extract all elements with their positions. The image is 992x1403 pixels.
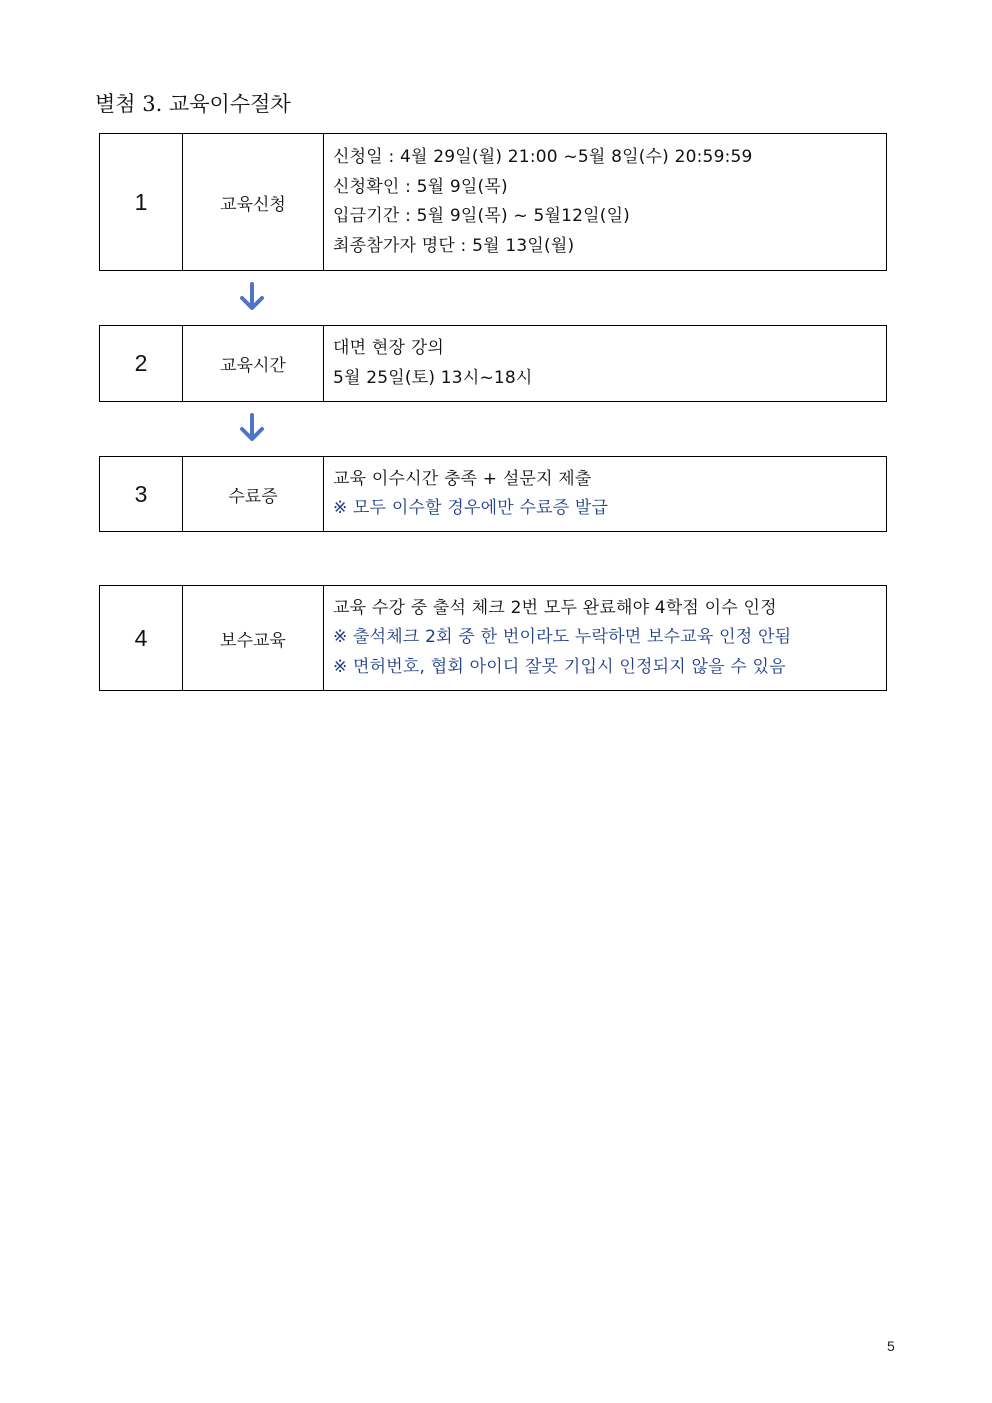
step-1-row bbox=[99, 133, 887, 271]
step-number: 2 bbox=[100, 326, 183, 401]
description-line: 5월 25일(토) 13시~18시 bbox=[333, 367, 533, 388]
step-3-row bbox=[99, 456, 887, 532]
description-line: 교육 이수시간 충족 + 설문지 제출 bbox=[333, 468, 592, 489]
description-line: 신청일 : 4월 29일(월) 21:00 ~5월 8일(수) 20:59:59 bbox=[333, 147, 753, 167]
description-note: ※ 면허번호, 협회 아이디 잘못 기입시 인정되지 않을 수 있음 bbox=[333, 656, 786, 677]
arrow-down-icon bbox=[239, 282, 265, 312]
step-4-row bbox=[99, 585, 887, 691]
description-line: 최종참가자 명단 : 5월 13일(월) bbox=[333, 235, 575, 256]
description-note: ※ 출석체크 2회 중 한 번이라도 누락하면 보수교육 인정 안됨 bbox=[333, 627, 792, 648]
step-label: 보수교육 bbox=[183, 586, 324, 690]
step-number: 3 bbox=[100, 457, 183, 531]
description-line: 교육 수강 중 출석 체크 2번 모두 완료해야 4학점 이수 인정 bbox=[333, 597, 777, 618]
step-label: 수료증 bbox=[183, 457, 324, 531]
arrow-down-icon bbox=[239, 413, 265, 443]
step-description bbox=[324, 457, 886, 531]
description-line: 입금기간 : 5월 9일(목) ~ 5월12일(일) bbox=[333, 206, 631, 226]
step-description bbox=[324, 586, 886, 690]
page-heading: 별첨 3. 교육이수절차 bbox=[95, 92, 291, 116]
description-note: ※ 모두 이수할 경우에만 수료증 발급 bbox=[333, 498, 609, 518]
step-number: 1 bbox=[100, 134, 183, 270]
step-number: 4 bbox=[100, 586, 183, 690]
step-description bbox=[324, 134, 886, 270]
step-label: 교육신청 bbox=[183, 134, 324, 270]
page-number: 5 bbox=[887, 1338, 895, 1354]
step-description bbox=[324, 326, 886, 401]
description-line: 신청확인 : 5월 9일(목) bbox=[333, 176, 508, 197]
step-2-row bbox=[99, 325, 887, 402]
description-line: 대면 현장 강의 bbox=[333, 338, 444, 358]
step-label: 교육시간 bbox=[183, 326, 324, 401]
